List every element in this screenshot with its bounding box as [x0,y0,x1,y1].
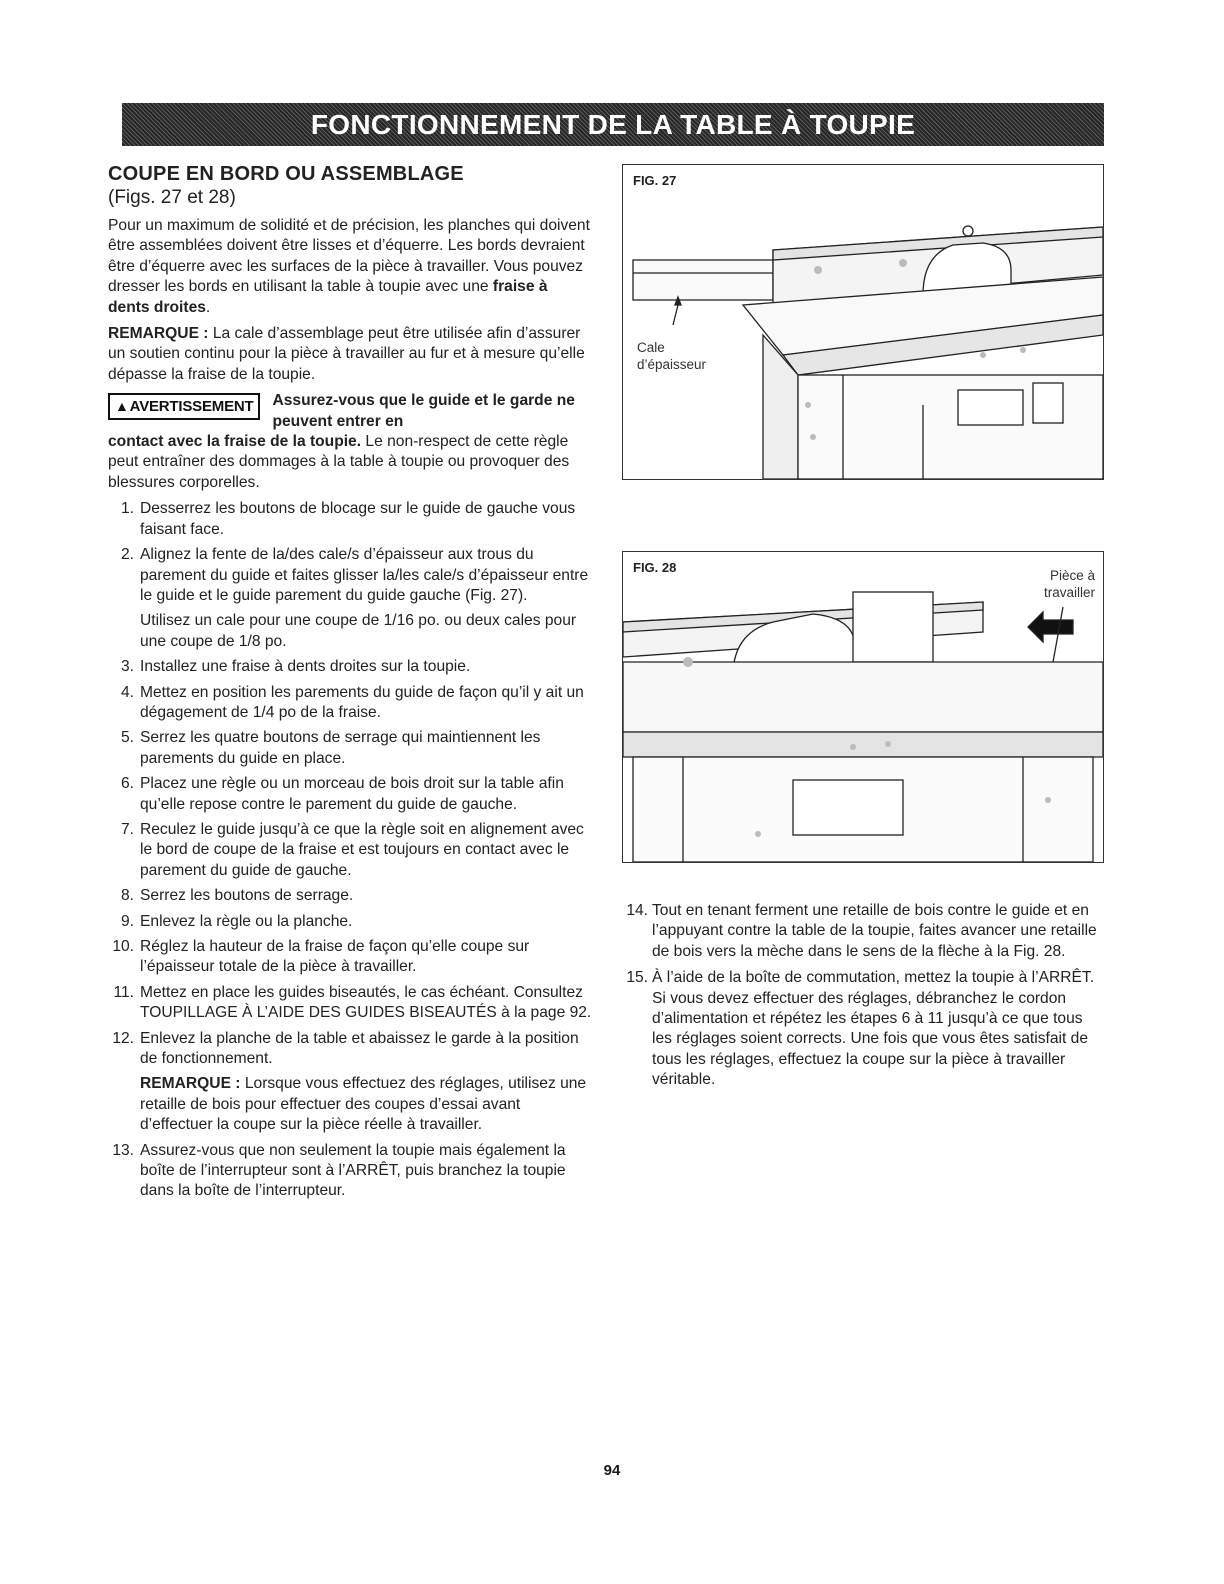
page-number: 94 [603,1462,621,1479]
intro-text: Pour un maximum de solidité et de précision, les planches qui doivent être assemblées doivent être lisses et d’équerre. Les bords devraient être d’équerre avec les surfaces de la pièce à travailler. Vous pouvez dresser les bords en utilisant la table à toupie avec une [108,217,590,296]
intro-end: . [205,298,211,316]
step-number: 10. [112,938,134,955]
section-title: COUPE EN BORD OU ASSEMBLAGE [108,163,464,185]
list-item [108,683,592,724]
list-item [108,657,592,677]
step-number: 1. [120,500,134,518]
step-subnote [140,1074,592,1135]
note-paragraph [108,324,592,385]
figure-28-callout [1044,567,1095,601]
warning-badge-label: AVERTISSEMENT [129,398,254,416]
callout-line: d’épaisseur [637,357,707,372]
step-number: 12. [112,1029,134,1047]
step-subnote: Utilisez un cale pour une coupe de 1/16 po. ou deux cales pour une coupe de 1/8 po. [140,612,577,650]
list-item [108,912,592,932]
step-text: Alignez la fente de la/des cale/s d’épaisseur aux trous du parement du guide et faites glisser la/les cale/s d’épaisseur entre le guide et le guide parement du guide gauche (Fig. 27). [140,546,589,604]
step-number: 4. [120,683,134,701]
step-number: 15. [626,969,648,987]
step-text: Enlevez la planche de la table et abaissez le garde à la position de fonctionnement. [140,1029,579,1068]
step-text: Enlevez la règle ou la planche. [140,912,353,930]
warning-triangle-icon: ▲ [115,398,129,415]
figure-28-label: FIG. 28 [633,560,677,575]
step-text: Tout en tenant ferment une retaille de bois contre le guide et en l’appuyant contre la table de la toupie, faites avancer une retaille de bois vers la mèche dans le sens de la flèche à la Fig. 28. [652,902,1097,960]
step-number: 5. [120,729,134,747]
left-column [108,162,592,1207]
step-number: 6. [120,775,134,793]
warning-badge [108,393,260,420]
step-number: 13. [112,1141,134,1159]
list-item [622,901,1106,962]
warning-block [108,391,592,432]
list-item [108,1029,592,1136]
step-text: Serrez les boutons de serrage. [140,887,354,905]
step-text: Assurez-vous que non seulement la toupie mais également la boîte de l’interrupteur sont à l’ARRÊT, puis branchez la toupie dans la boîte de l’interrupteur. [140,1141,566,1200]
figure-27-callout [637,339,706,373]
figure-27-label: FIG. 27 [633,173,677,188]
warning-text: Le non-respect de cette règle peut entraîner des dommages à la table à toupie ou provoquer des blessures corporelles. [108,433,570,491]
steps-list [108,499,592,1202]
step-number: 2. [120,546,134,564]
step-subnote-label: REMARQUE : [140,1075,241,1093]
figure-28-illustration [623,552,1103,862]
step-text: Placez une règle ou un morceau de bois droit sur la table afin qu’elle repose contre le parement du guide de gauche. [140,775,564,813]
list-item [108,820,592,881]
warning-bold-line1: Assurez-vous que le guide et le garde ne peuvent entrer en [272,392,575,430]
warning-bold-line2: contact avec la fraise de la toupie. [108,433,362,451]
step-text: Mettez en position les parements du guide de façon qu’il y ait un dégagement de 1/4 po de la fraise. [140,683,584,721]
step-text: Mettez en place les guides biseautés, le cas échéant. Consultez TOUPILLAGE À L’AIDE DES GUIDES BISEAUTÉS à la page 92. [140,983,592,1022]
step-text: Desserrez les boutons de blocage sur le guide de gauche vous faisant face. [140,500,576,538]
step-text: Réglez la hauteur de la fraise de façon qu’elle coupe sur l’épaisseur totale de la pièce à travailler. [140,938,530,976]
intro-bold: fraise à dents droites [108,278,548,316]
figure-27-illustration [623,165,1103,479]
callout-line: travailler [1043,585,1095,600]
list-item [108,983,592,1024]
step-text: Serrez les quatre boutons de serrage qui maintiennent les parements du guide en place. [140,729,541,767]
note-label: REMARQUE : [108,325,209,343]
step-number: 14. [626,902,648,919]
step-number: 8. [120,887,134,905]
step-text: Reculez le guide jusqu’à ce que la règle soit en alignement avec le bord de coupe de la fraise et est toujours en contact avec le parement du guide de gauche. [140,820,584,879]
list-item [108,545,592,652]
step-text: À l’aide de la boîte de commutation, mettez la toupie à l’ARRÊT. Si vous devez effectuer des réglages, débranchez le cordon d’alimentation et répétez les étapes 6 à 11 jusqu’à ce que tous les réglages soient corrects. Une fois que vous êtes satisfait de tous les réglages, effectuez la coupe sur la pièce à travailler véritable. [652,969,1095,1089]
list-item [108,886,592,906]
note-text: La cale d’assemblage peut être utilisée afin d’assurer un soutien continu pour la pièce à travailler au fur et à mesure qu’elle dépasse la fraise de la toupie. [108,325,585,383]
step-subnote-text: Lorsque vous effectuez des réglages, utilisez une retaille de bois pour effectuer des coupes d’essai avant d’effectuer la coupe sur la pièce réelle à travailler. [140,1075,587,1134]
page-banner [122,103,1104,146]
steps-list-continued [622,901,1106,1091]
figure-28 [622,551,1104,863]
list-item [108,728,592,769]
step-number: 7. [120,820,134,838]
step-number: 3. [120,658,134,676]
list-item [108,937,592,978]
section-subtitle: (Figs. 27 et 28) [108,187,236,208]
callout-line: Cale [637,340,665,355]
list-item [622,968,1106,1090]
step-number: 9. [120,912,134,930]
list-item [108,499,592,540]
warning-paragraph [108,432,592,493]
figure-27 [622,164,1104,480]
list-item [108,774,592,815]
step-text: Installez une fraise à dents droites sur la toupie. [140,658,471,676]
banner-title: FONCTIONNEMENT DE LA TABLE À TOUPIE [310,108,916,140]
list-item [108,1141,592,1202]
right-column [622,901,1106,1097]
intro-paragraph [108,216,592,318]
step-number: 11. [113,983,134,1001]
callout-line: Pièce à [1049,568,1095,583]
